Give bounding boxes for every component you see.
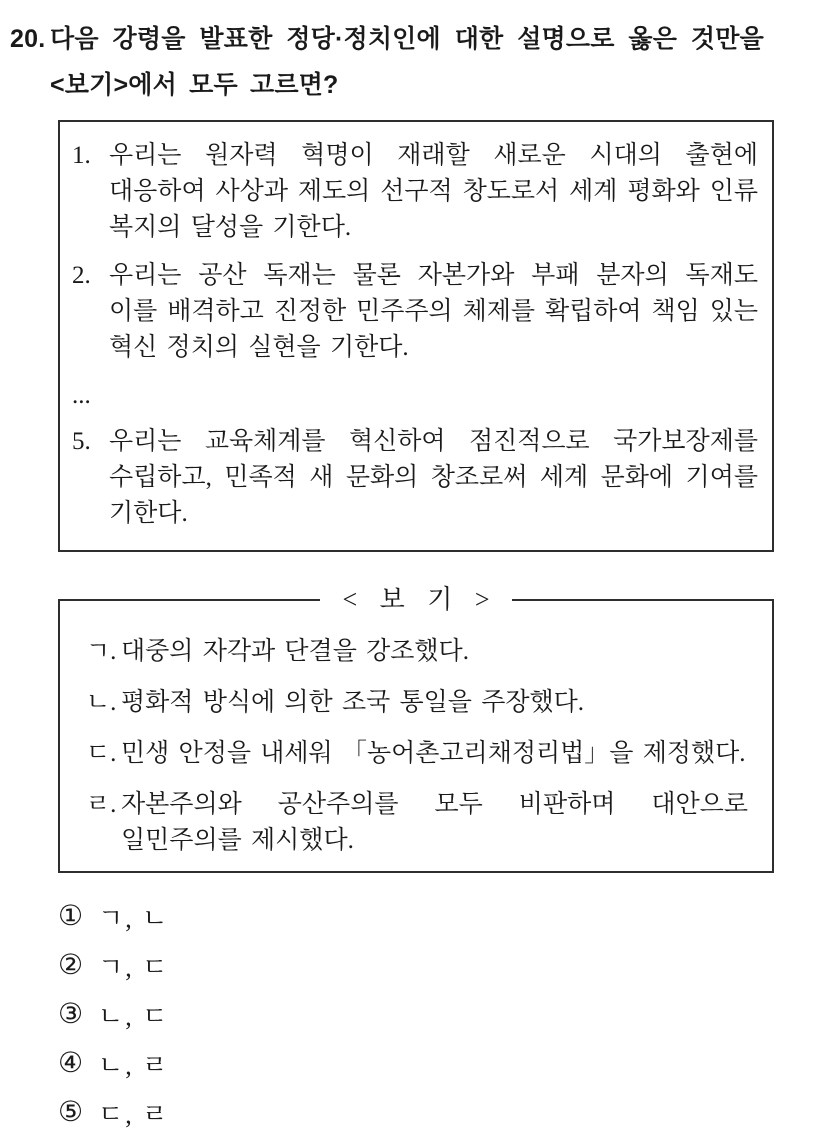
bogi-item-marker: ㄱ. <box>86 638 117 665</box>
bogi-item-r <box>86 787 748 859</box>
bogi-item-text: 평화적 방식에 의한 조국 통일을 주장했다. <box>121 689 585 716</box>
platform-item-marker: 5. <box>72 428 91 455</box>
option-3[interactable] <box>58 996 822 1032</box>
question-number: 20. <box>10 25 46 53</box>
platform-item-text: 우리는 교육체계를 혁신하여 점진적으로 국가보장제를 수립하고, 민족적 새 문화의 창조로써 세계 문화에 기여를 기한다. <box>109 428 758 527</box>
bogi-item-text: 대중의 자각과 단결을 강조했다. <box>121 638 469 665</box>
option-2-text: ㄱ, ㄷ <box>98 952 170 982</box>
bogi-item-n <box>86 685 748 721</box>
ellipsis-marker: ... <box>72 382 91 409</box>
platform-item-5 <box>72 424 758 532</box>
option-4[interactable] <box>58 1045 822 1081</box>
option-5-number: ⑤ <box>58 1097 84 1128</box>
bogi-item-g <box>86 634 748 670</box>
platform-item-1 <box>72 138 758 246</box>
question-text: 다음 강령을 발표한 정당·정치인에 대한 설명으로 옳은 것만을 <보기>에서 모두 고르면? <box>50 25 764 99</box>
question-header <box>0 16 764 108</box>
option-2[interactable] <box>58 947 822 983</box>
options-list <box>58 898 822 1130</box>
platform-item-marker: 2. <box>72 262 91 289</box>
option-4-number: ④ <box>58 1048 84 1079</box>
platform-item-ellipsis <box>72 378 758 414</box>
bogi-item-marker: ㄹ. <box>86 791 117 818</box>
bogi-body <box>86 634 748 859</box>
bogi-title: < 보 기 > <box>342 585 490 614</box>
platform-item-text: 우리는 공산 독재는 물론 자본가와 부패 분자의 독재도 이를 배격하고 진정한 민주주의 체제를 확립하여 책임 있는 혁신 정치의 실현을 기한다. <box>109 262 758 361</box>
bogi-item-marker: ㄷ. <box>86 740 117 767</box>
option-3-number: ③ <box>58 999 84 1030</box>
divider-line-right <box>512 599 774 601</box>
platform-item-text: 우리는 원자력 혁명이 재래할 새로운 시대의 출현에 대응하여 사상과 제도의 선구적 창도로서 세계 평화와 인류 복지의 달성을 기한다. <box>109 142 758 241</box>
option-1-number: ① <box>58 901 84 932</box>
platform-item-text <box>109 378 758 414</box>
platform-item-2 <box>72 258 758 366</box>
option-1-text: ㄱ, ㄴ <box>98 903 170 933</box>
bogi-header <box>58 582 774 618</box>
bogi-item-text: 자본주의와 공산주의를 모두 비판하며 대안으로 일민주의를 제시했다. <box>121 791 748 854</box>
option-4-text: ㄴ, ㄹ <box>98 1050 170 1080</box>
option-2-number: ② <box>58 950 84 981</box>
platform-quote-box <box>58 120 774 552</box>
option-1[interactable] <box>58 898 822 934</box>
option-3-text: ㄴ, ㄷ <box>98 1001 170 1031</box>
bogi-item-marker: ㄴ. <box>86 689 117 716</box>
option-5-text: ㄷ, ㄹ <box>98 1099 170 1129</box>
bogi-item-text: 민생 안정을 내세워 「농어촌고리채정리법」을 제정했다. <box>121 740 746 767</box>
platform-item-marker: 1. <box>72 142 91 169</box>
divider-line-left <box>58 599 320 601</box>
bogi-item-d <box>86 736 748 772</box>
bogi-box <box>58 585 774 873</box>
option-5[interactable] <box>58 1094 822 1130</box>
